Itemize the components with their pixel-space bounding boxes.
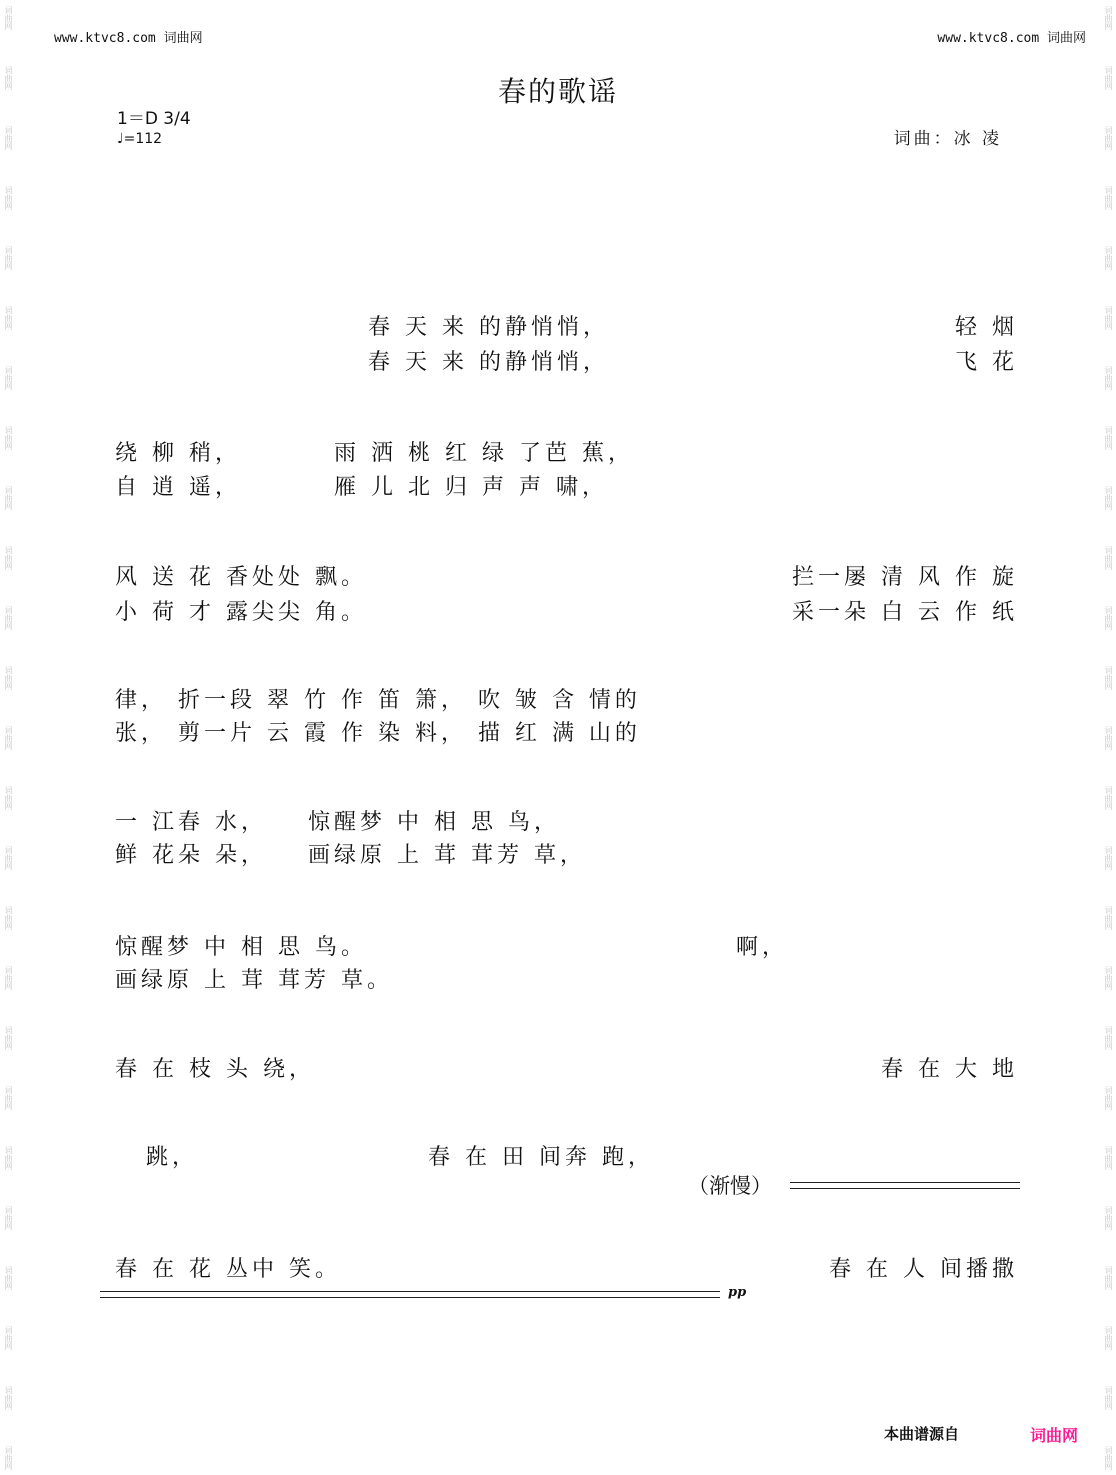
watermark-text: 词曲网 <box>4 726 13 750</box>
ending-bracket-line <box>100 1291 720 1292</box>
lyric-line: 春 在 花 丛中 笑。 <box>115 1257 341 1282</box>
watermark-text: 词曲网 <box>1104 1266 1113 1290</box>
watermark-text: 词曲网 <box>1104 1146 1113 1170</box>
key-signature: 1＝D 3/4 <box>117 109 191 129</box>
lyric-line: 轻 烟 <box>955 315 1018 340</box>
watermark-text: 词曲网 <box>4 1146 13 1170</box>
lyric-line: 绕 柳 稍， 雨 洒 桃 红 绿 了芭 蕉， <box>115 441 634 466</box>
watermark-text: 词曲网 <box>1104 606 1113 630</box>
watermark-text: 词曲网 <box>1104 1326 1113 1350</box>
watermark-text: 词曲网 <box>1104 66 1113 90</box>
lyric-line: 春 天 来 的静悄悄， <box>368 315 609 340</box>
dynamic-marking: pp <box>728 1285 747 1300</box>
watermark-text: 词曲网 <box>4 966 13 990</box>
lyric-line: 鲜 花朵 朵， 画绿原 上 茸 茸芳 草， <box>115 843 586 868</box>
watermark-text: 词曲网 <box>1104 6 1113 30</box>
watermark-text: 词曲网 <box>4 606 13 630</box>
watermark-text: 词曲网 <box>4 426 13 450</box>
watermark-text: 词曲网 <box>1104 546 1113 570</box>
watermark-text: 词曲网 <box>1104 1446 1113 1470</box>
right-watermark-strip <box>1100 0 1116 1475</box>
lyric-line: 小 荷 才 露尖尖 角。 <box>115 600 367 625</box>
watermark-text: 词曲网 <box>4 1086 13 1110</box>
song-title: 春的歌谣 <box>497 75 618 108</box>
lyric-line: 自 逍 遥， 雁 儿 北 归 声 声 啸， <box>115 475 608 500</box>
lyric-line: 春 在 田 间奔 跑， <box>428 1145 654 1170</box>
watermark-text: 词曲网 <box>4 1386 13 1410</box>
watermark-text: 词曲网 <box>1104 126 1113 150</box>
watermark-text: 词曲网 <box>4 786 13 810</box>
watermark-text: 词曲网 <box>1104 306 1113 330</box>
watermark-text: 词曲网 <box>4 186 13 210</box>
bracket-line <box>790 1188 1020 1189</box>
left-watermark-strip <box>0 0 16 1475</box>
watermark-text: 词曲网 <box>4 1446 13 1470</box>
watermark-text: 词曲网 <box>1104 1086 1113 1110</box>
watermark-text: 词曲网 <box>1104 846 1113 870</box>
watermark-text: 词曲网 <box>4 906 13 930</box>
footer-brand-link[interactable]: 词曲网 <box>1030 1426 1079 1445</box>
watermark-text: 词曲网 <box>4 546 13 570</box>
watermark-text: 词曲网 <box>4 846 13 870</box>
score-page <box>28 0 1088 1475</box>
watermark-text: 词曲网 <box>1104 1386 1113 1410</box>
lyric-line: 春 在 大 地 <box>881 1057 1018 1082</box>
watermark-text: 词曲网 <box>4 1206 13 1230</box>
watermark-text: 词曲网 <box>1104 906 1113 930</box>
lyric-line: 惊醒梦 中 相 思 鸟。 <box>115 935 367 960</box>
bracket-line <box>790 1182 1020 1183</box>
watermark-text: 词曲网 <box>4 666 13 690</box>
lyric-line: 跳， <box>146 1145 199 1170</box>
watermark-text: 词曲网 <box>4 6 13 30</box>
watermark-text: 词曲网 <box>4 1326 13 1350</box>
tempo-change-marking: （渐慢） <box>688 1174 772 1198</box>
site-url-right[interactable]: www.ktvc8.com 词曲网 <box>937 31 1086 46</box>
lyric-line: 春 在 人 间播撒 <box>829 1257 1018 1282</box>
watermark-text: 词曲网 <box>1104 486 1113 510</box>
lyric-line: 采一朵 白 云 作 纸 <box>792 600 1018 625</box>
watermark-text: 词曲网 <box>4 1266 13 1290</box>
watermark-text: 词曲网 <box>1104 246 1113 270</box>
watermark-text: 词曲网 <box>1104 1026 1113 1050</box>
watermark-text: 词曲网 <box>4 1026 13 1050</box>
watermark-text: 词曲网 <box>1104 726 1113 750</box>
watermark-text: 词曲网 <box>4 486 13 510</box>
lyric-line: 张， 剪一片 云 霞 作 染 料， 描 红 满 山的 <box>115 721 641 746</box>
watermark-text: 词曲网 <box>1104 666 1113 690</box>
watermark-text: 词曲网 <box>4 246 13 270</box>
ending-bracket-line <box>100 1297 720 1298</box>
watermark-text: 词曲网 <box>1104 366 1113 390</box>
watermark-text: 词曲网 <box>4 366 13 390</box>
watermark-text: 词曲网 <box>4 126 13 150</box>
watermark-text: 词曲网 <box>1104 786 1113 810</box>
lyric-line: 春 在 枝 头 绕， <box>115 1057 315 1082</box>
watermark-text: 词曲网 <box>1104 1206 1113 1230</box>
lyricist-composer-credit: 词曲：冰 凌 <box>893 129 1002 149</box>
lyric-line: 啊， <box>736 935 789 960</box>
lyric-line: 律， 折一段 翠 竹 作 笛 箫， 吹 皱 含 情的 <box>115 688 641 713</box>
lyric-line: 飞 花 <box>955 350 1018 375</box>
tempo-marking: ♩=112 <box>117 131 163 147</box>
watermark-text: 词曲网 <box>1104 426 1113 450</box>
lyric-line: 春 天 来 的静悄悄， <box>368 350 609 375</box>
watermark-text: 词曲网 <box>1104 186 1113 210</box>
lyric-line: 画绿原 上 茸 茸芳 草。 <box>115 968 393 993</box>
lyric-line: 一 江春 水， 惊醒梦 中 相 思 鸟， <box>115 810 560 835</box>
watermark-text: 词曲网 <box>4 306 13 330</box>
lyric-line: 拦一屡 清 风 作 旋 <box>792 565 1018 590</box>
footer-source-label: 本曲谱源自 <box>884 1425 960 1443</box>
watermark-text: 词曲网 <box>4 66 13 90</box>
watermark-text: 词曲网 <box>1104 966 1113 990</box>
lyric-line: 风 送 花 香处处 飘。 <box>115 565 367 590</box>
site-url-left[interactable]: www.ktvc8.com 词曲网 <box>54 31 203 46</box>
